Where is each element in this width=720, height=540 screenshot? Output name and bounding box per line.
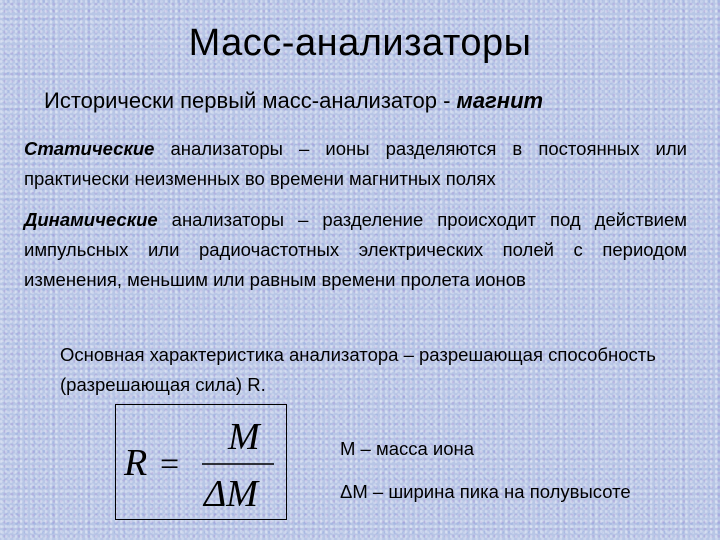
formula-numerator: M — [228, 416, 260, 458]
dynamic-keyword: Динамические — [24, 209, 158, 230]
subtitle-emphasis: магнит — [456, 88, 544, 113]
dynamic-text: анализаторы – разделение происходит под действием импульсных или радиочастотных электрических полей с периодом изменения, меньшим или равным времени пролета ионов — [24, 209, 687, 290]
formula-equals: = — [160, 446, 180, 483]
definition-delta-m: ΔM – ширина пика на полувысоте — [340, 481, 631, 502]
subtitle — [44, 88, 543, 114]
static-analyzers-paragraph — [24, 134, 687, 194]
main-characteristic-text: Основная характеристика анализатора – разрешающая способность (разрешающая сила) R. — [60, 344, 656, 395]
subtitle-text: Исторически первый масс-анализатор - — [44, 88, 457, 113]
dynamic-analyzers-paragraph — [24, 205, 687, 295]
formula-box — [115, 404, 287, 520]
formula-denominator: ΔM — [204, 473, 258, 515]
static-text: анализаторы – ионы разделяются в постоянных или практически неизменных во времени магнитных полях — [24, 138, 687, 189]
static-keyword: Статические — [24, 138, 155, 159]
slide-title: Масс-анализаторы — [188, 22, 532, 64]
definition-m: M – масса иона — [340, 438, 475, 459]
resolution-formula — [116, 405, 286, 519]
formula-lhs: R — [124, 442, 148, 484]
